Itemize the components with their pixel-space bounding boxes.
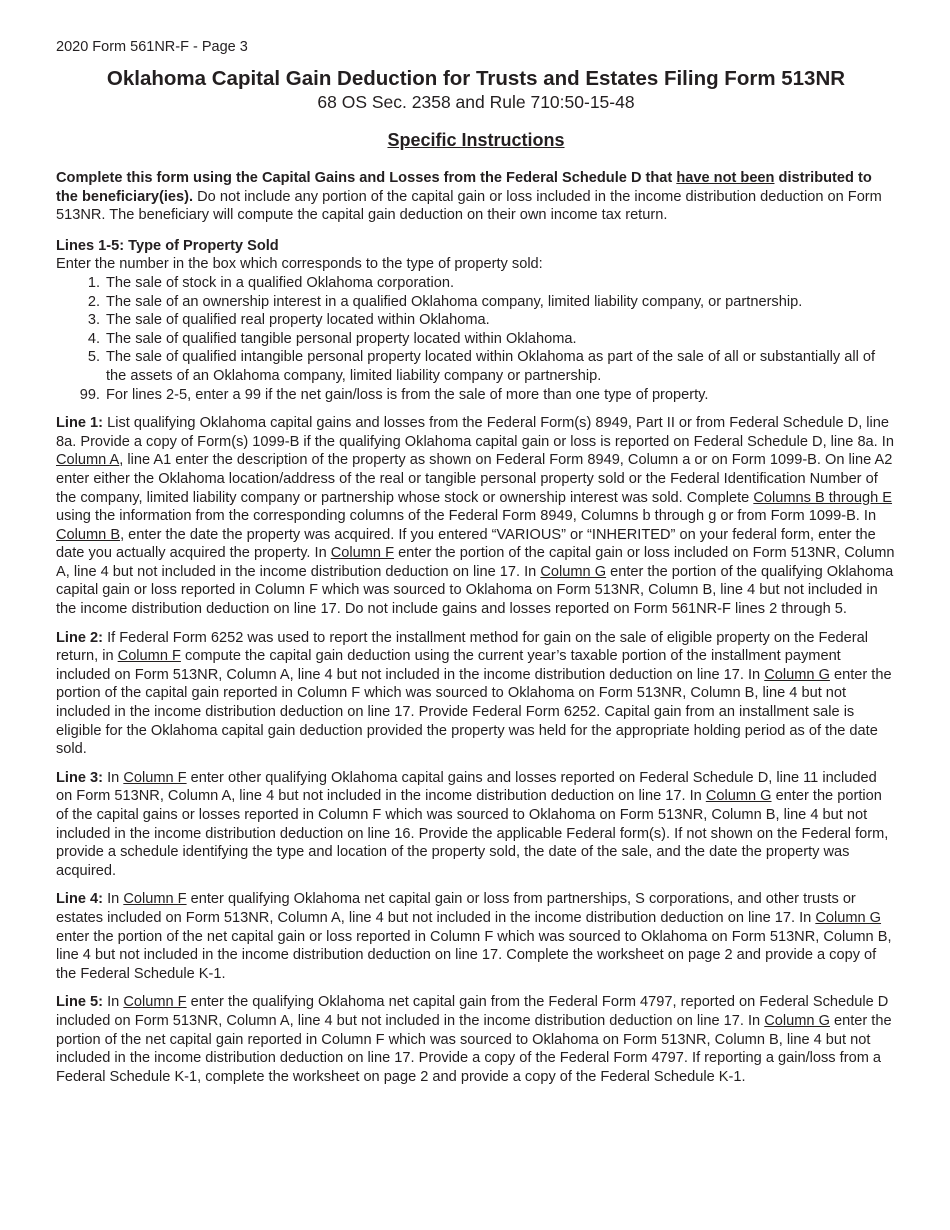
line-1-label: Line 1: [56, 415, 104, 432]
list-item [56, 348, 896, 385]
column-g-ref: Column G [815, 909, 882, 926]
line-1-text: List qualifying Oklahoma capital gains and losses from the Federal Form(s) 8949, Part II or from Federal Schedule D, line 8a. Provide a copy of Form(s) 1099-B if the qualifying Oklahoma capital gain or loss is reported on Federal Schedule D, line 8a. In [56, 415, 894, 450]
list-item-number: 4. [87, 330, 100, 347]
intro-bold-underlined: have not been [676, 170, 775, 186]
property-type-list [56, 274, 896, 404]
columns-b-e-ref: Columns B through E [753, 489, 893, 506]
line-1-text: , line A1 enter the description of the property as shown on Federal Form 8949, Column a or on Form 1099-B. On line A2 enter either the Oklahoma location/address of the real or tangible personal property sold or the Federal Identification Number of the company, limited liability company or partnership whose stock or ownership interest was sold. Complete [56, 452, 893, 506]
line-2-instructions [56, 629, 896, 759]
list-item-text: For lines 2-5, enter a 99 if the net gain/loss is from the sale of more than one type of property. [106, 386, 709, 403]
line-4-instructions [56, 890, 896, 983]
list-item-number: 2. [87, 293, 100, 310]
line-1-text: enter the portion of the capital gain or loss included on Form 513NR, Column A, line 4 but not included in the income distribution deduction on line 17. In [56, 545, 895, 580]
list-item-number: 5. [87, 349, 100, 366]
line-5-instructions [56, 993, 896, 1086]
list-item-text: The sale of qualified tangible personal property located within Oklahoma. [106, 330, 577, 347]
list-item-text: The sale of qualified intangible personal property located within Oklahoma as part of the sale of all or substantially all of the assets of an Oklahoma company, limited liability company or partnership. [106, 349, 876, 384]
list-item-text: The sale of stock in a qualified Oklahoma corporation. [106, 274, 455, 291]
column-a-ref: Column A [56, 452, 120, 469]
document-subtitle: 68 OS Sec. 2358 and Rule 710:50-15-48 [317, 92, 635, 112]
column-g-ref: Column G [540, 563, 607, 580]
column-f-ref: Column F [123, 994, 187, 1011]
column-b-ref: Column B [56, 526, 121, 543]
column-f-ref: Column F [117, 648, 181, 665]
line-1-instructions [56, 414, 896, 619]
line-5-text: enter the portion of the net capital gain reported in Column F which was sourced to Oklahoma on Form 513NR, Column B, line 4 but not included in the income distribution deduction on line 17. Provide a copy of the Federal Form 4797. If reporting a gain/loss from a Federal Schedule K-1, complete the worksheet on page 2 and provide a copy of the Federal Schedule K-1. [56, 1012, 892, 1085]
line-1-text: , enter the date the property was acquired. If you entered “VARIOUS” or “INHERITED” on your federal form, enter the date you actually acquired the property. In [56, 526, 876, 562]
intro-normal: Do not include any portion of the capital gain or loss included in the income distribution deduction on Form 513NR. The beneficiary will compute the capital gain deduction on their own income tax return. [56, 188, 882, 224]
list-item-number: 3. [87, 312, 100, 329]
line-3-text: In [103, 769, 124, 786]
list-item [56, 330, 896, 349]
lines-1-5-heading: Lines 1-5: Type of Property Sold [56, 237, 279, 254]
line-3-label: Line 3: [56, 769, 104, 786]
list-item-text: The sale of qualified real property located within Oklahoma. [106, 312, 490, 329]
list-item [56, 293, 896, 312]
line-5-text: enter the qualifying Oklahoma net capital gain from the Federal Form 4797, reported on Federal Schedule D included on Form 513NR, Column A, line 4 but not included in the income distribution deduction on line 17. In [56, 994, 889, 1029]
line-2-label: Line 2: [56, 629, 104, 646]
column-g-ref: Column G [705, 788, 772, 805]
line-5-label: Line 5: [56, 994, 104, 1011]
list-item [56, 386, 896, 405]
document-page [56, 38, 896, 1086]
list-item [56, 274, 896, 293]
list-item [56, 311, 896, 330]
line-3-text: enter the portion of the capital gains or losses reported in Column F which was sourced to Oklahoma on Form 513NR, Column B, line 4 but not included in the income distribution deduction on line 16. Provide the applicable Federal form(s). If not shown on the Federal form, provide a schedule identifying the type and location of the property sold, the date of the sale, and the date the property was acquired. [56, 788, 889, 879]
line-2-text: If Federal Form 6252 was used to report the installment method for gain on the sale of eligible property on the Federal return, in [56, 629, 869, 665]
intro-paragraph [56, 169, 896, 225]
lines-1-5-instruction: Enter the number in the box which corresponds to the type of property sold: [56, 256, 543, 273]
line-3-instructions [56, 769, 896, 881]
column-g-ref: Column G [764, 666, 830, 683]
intro-bold-1: Complete this form using the Capital Gains and Losses from the Federal Schedule D that [56, 170, 677, 186]
intro-bold-2: distributed to the beneficiary(ies). [56, 170, 872, 205]
line-3-text: enter other qualifying Oklahoma capital gains and losses reported on Federal Schedule D, line 11 included on Form 513NR, Column A, line 4 but not included in the income distribution deduction on line 17. In [56, 769, 877, 805]
line-2-text: enter the portion of the capital gain reported in Column F which was sourced to Oklahoma on Form 513NR, Column B, line 4 but not included in the income distribution deduction on line 17. Provide Federal Form 6252. Capital gain from an installment sale is eligible for the Oklahoma capital gain deduction provided the property was held for the appropriate holding period as of the date sold. [56, 666, 892, 758]
page-header: 2020 Form 561NR-F - Page 3 [56, 39, 248, 55]
line-4-text: enter qualifying Oklahoma net capital gain or loss from partnerships, S corporations, and other trusts or estates included on Form 513NR, Column A, line 4 but not included in the income distribution deduction on line 17. In [56, 891, 856, 926]
list-item-text: The sale of an ownership interest in a qualified Oklahoma company, limited liability company, or partnership. [106, 293, 803, 310]
line-4-text: In [103, 891, 124, 908]
column-f-ref: Column F [123, 891, 187, 908]
document-title: Oklahoma Capital Gain Deduction for Trusts and Estates Filing Form 513NR [106, 67, 846, 90]
line-2-text: compute the capital gain deduction using the current year’s taxable portion of the installment payment included on Form 513NR, Column A, line 4 but not included in the income distribution deduction on line 17. In [56, 648, 841, 683]
column-g-ref: Column G [764, 1012, 830, 1029]
section-title: Specific Instructions [387, 130, 565, 150]
list-item-number: 1. [87, 274, 100, 291]
line-4-label: Line 4: [56, 891, 104, 908]
line-4-text: enter the portion of the net capital gain or loss reported in Column F which was sourced to Oklahoma on Form 513NR, Column B, line 4 but not included in the income distribution deduction on line 17. Complete the worksheet on page 2 and provide a copy of the Federal Schedule K-1. [56, 928, 892, 982]
line-1-text: using the information from the corresponding columns of the Federal Form 8949, Columns b through g or from Form 1099-B. In [56, 508, 877, 525]
list-item-number: 99. [79, 386, 100, 403]
column-f-ref: Column F [330, 545, 395, 562]
column-f-ref: Column F [123, 769, 187, 786]
line-1-text: enter the portion of the qualifying Oklahoma capital gain or loss reported in Column F which was sourced to Oklahoma on Form 513NR, Column B, line 4 but not included in the income distribution deduction on line 17. Do not include gains and losses reported on Form 561NR-F lines 2 through 5. [56, 563, 894, 618]
line-5-text: In [103, 994, 124, 1011]
